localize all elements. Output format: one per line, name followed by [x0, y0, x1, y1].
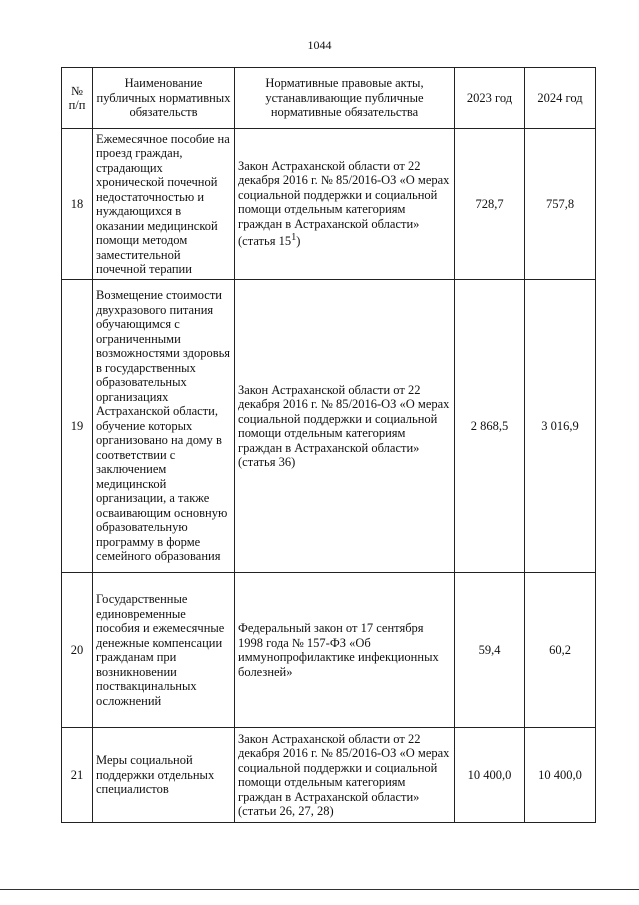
value-2024: 757,8 [525, 129, 596, 280]
table-row [62, 728, 596, 823]
row-number: 18 [62, 129, 93, 280]
obligation-name: Меры социальной поддержки отдельных специалистов [93, 728, 235, 823]
legal-act [235, 129, 455, 280]
value-2023: 2 868,5 [455, 280, 525, 573]
legal-act-end: ) [296, 234, 301, 249]
table-header-row [62, 68, 596, 129]
obligation-name: Возмещение стоимости двухразового питания обучающимся с ограниченными возможностями здоровья в государственных образовательных организациях Астраханской области, обучение которых организовано на дому в соответствии с заключением медицинской организации, а также осваивающим основную образовательную программу в форме семейного образования [93, 280, 235, 573]
value-2023: 10 400,0 [455, 728, 525, 823]
legal-act-superscript: 1 [291, 232, 297, 244]
obligations-table [61, 67, 596, 823]
row-number: 19 [62, 280, 93, 573]
table-row [62, 129, 596, 280]
table-row [62, 280, 596, 573]
value-2023: 59,4 [455, 573, 525, 728]
obligation-name: Ежемесячное пособие на проезд граждан, страдающих хронической почечной недостаточностью и нуждающихся в оказании медицинской помощи методом заместительной почечной терапии [93, 129, 235, 280]
row-number: 20 [62, 573, 93, 728]
header-law: Нормативные правовые акты, устанавливающие публичные нормативные обязательства [235, 68, 455, 129]
header-2024: 2024 год [525, 68, 596, 129]
header-2023: 2023 год [455, 68, 525, 129]
legal-act: Закон Астраханской области от 22 декабря 2016 г. № 85/2016-ОЗ «О мерах социальной поддержки и социальной помощи отдельным категориям граждан в Астраханской области» (статья 36) [235, 280, 455, 573]
obligation-name: Государственные единовременные пособия и ежемесячные денежные компенсации гражданам при возникновении поствакцинальных осложнений [93, 573, 235, 728]
page-bottom-rule [0, 889, 639, 890]
table-row [62, 573, 596, 728]
value-2024: 60,2 [525, 573, 596, 728]
page-number: 1044 [307, 38, 332, 52]
row-number: 21 [62, 728, 93, 823]
legal-act: Федеральный закон от 17 сентября 1998 года № 157-ФЗ «Об иммунопрофилактике инфекционных болезней» [235, 573, 455, 728]
value-2023: 728,7 [455, 129, 525, 280]
legal-act: Закон Астраханской области от 22 декабря 2016 г. № 85/2016-ОЗ «О мерах социальной поддержки и социальной помощи отдельным категориям граждан в Астраханской области» (статьи 26, 27, 28) [235, 728, 455, 823]
legal-act-text: Закон Астраханской области от 22 декабря 2016 г. № 85/2016-ОЗ «О мерах социальной поддержки и социальной помощи отдельным категориям граждан в Астраханской области» (статья 15 [238, 158, 450, 249]
value-2024: 3 016,9 [525, 280, 596, 573]
value-2024: 10 400,0 [525, 728, 596, 823]
header-num: № п/п [62, 68, 93, 129]
header-name: Наименование публичных нормативных обязательств [93, 68, 235, 129]
